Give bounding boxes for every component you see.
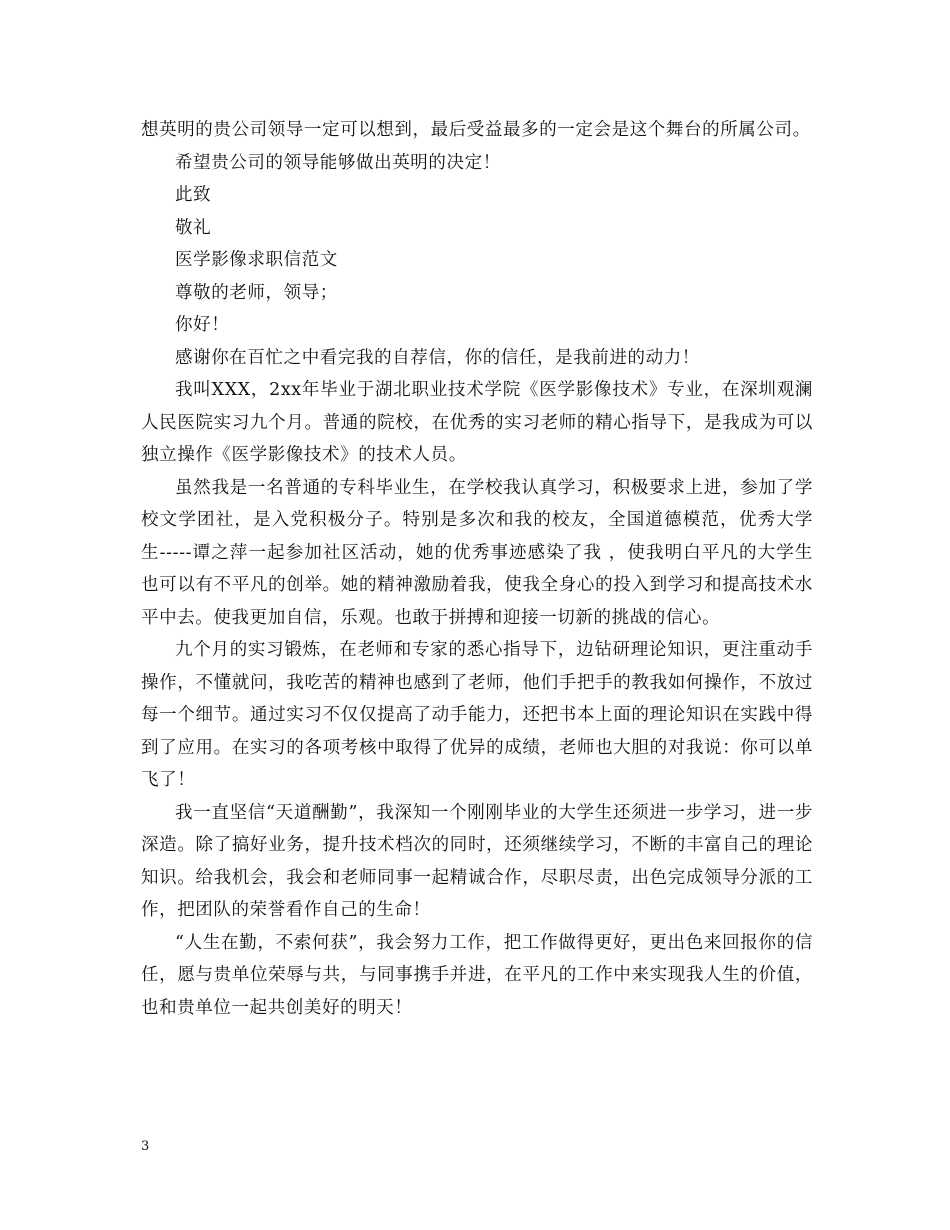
paragraph-school-life: 虽然我是一名普通的专科毕业生，在学校我认真学习，积极要求上进，参加了学校文学团社，是入党积极分子。特别是多次和我的校友，全国道德模范，优秀大学生-----谭之萍一起参加社区活动，她的优秀事迹感染了我 ，使我明白平凡的大学生也可以有不平凡的创举。她的精神激励着我，使我全身心的投入到学习和提高技术水平中去。使我更加自信，乐观。也敢于拼搏和迎接一切新的挑战的信心。 [141, 477, 813, 628]
letter-title: 医学影像求职信范文 [175, 250, 338, 270]
greeting: 你好！ [175, 315, 230, 335]
paragraph-internship: 九个月的实习锻炼，在老师和专家的悉心指导下，边钻研理论知识，更注重动手操作，不懂就问，我吃苦的精神也感到了老师，他们手把手的教我如何操作，不放过每一个细节。通过实习不仅仅提高了动手能力，还把书本上面的理论知识在实践中得到了应用。在实习的各项考核中取得了优异的成绩，老师也大胆的对我说：你可以单飞了！ [141, 640, 813, 790]
paragraph-belief: 我一直坚信“天道酬勤”，我深知一个刚刚毕业的大学生还须进一步学习，进一步深造。除了搞好业务，提升技术档次的同时，还须继续学习，不断的丰富自己的理论知识。给我机会，我会和老师同事一起精诚合作，尽职尽责，出色完成领导分派的工作，把团队的荣誉看作自己的生命！ [141, 802, 813, 920]
document-body [141, 114, 813, 1024]
closing-jingli: 敬礼 [175, 217, 212, 238]
paragraph-thanks: 感谢你在百忙之中看完我的自荐信，你的信任，是我前进的动力！ [175, 347, 700, 368]
paragraph-commitment: “人生在勤，不索何获”，我会努力工作，把工作做得更好，更出色来回报你的信任，愿与贵单位荣辱与共，与同事携手并进，在平凡的工作中来实现我人生的价值，也和贵单位一起共创美好的明天！ [141, 932, 813, 1018]
paragraph-continuation: 想英明的贵公司领导一定可以想到，最后受益最多的一定会是这个舞台的所属公司。 [141, 120, 811, 140]
salutation: 尊敬的老师，领导； [175, 282, 338, 303]
paragraph-introduction: 我叫XXX，2xx年毕业于湖北职业技术学院《医学影像技术》专业，在深圳观澜人民医院实习九个月。普通的院校，在优秀的实习老师的精心指导下，是我成为可以独立操作《医学影像技术》的技术人员。 [141, 380, 813, 465]
closing-cizhi: 此致 [175, 185, 212, 205]
paragraph-hope-decision: 希望贵公司的领导能够做出英明的决定！ [175, 152, 501, 173]
page-number: 3 [141, 1139, 150, 1154]
